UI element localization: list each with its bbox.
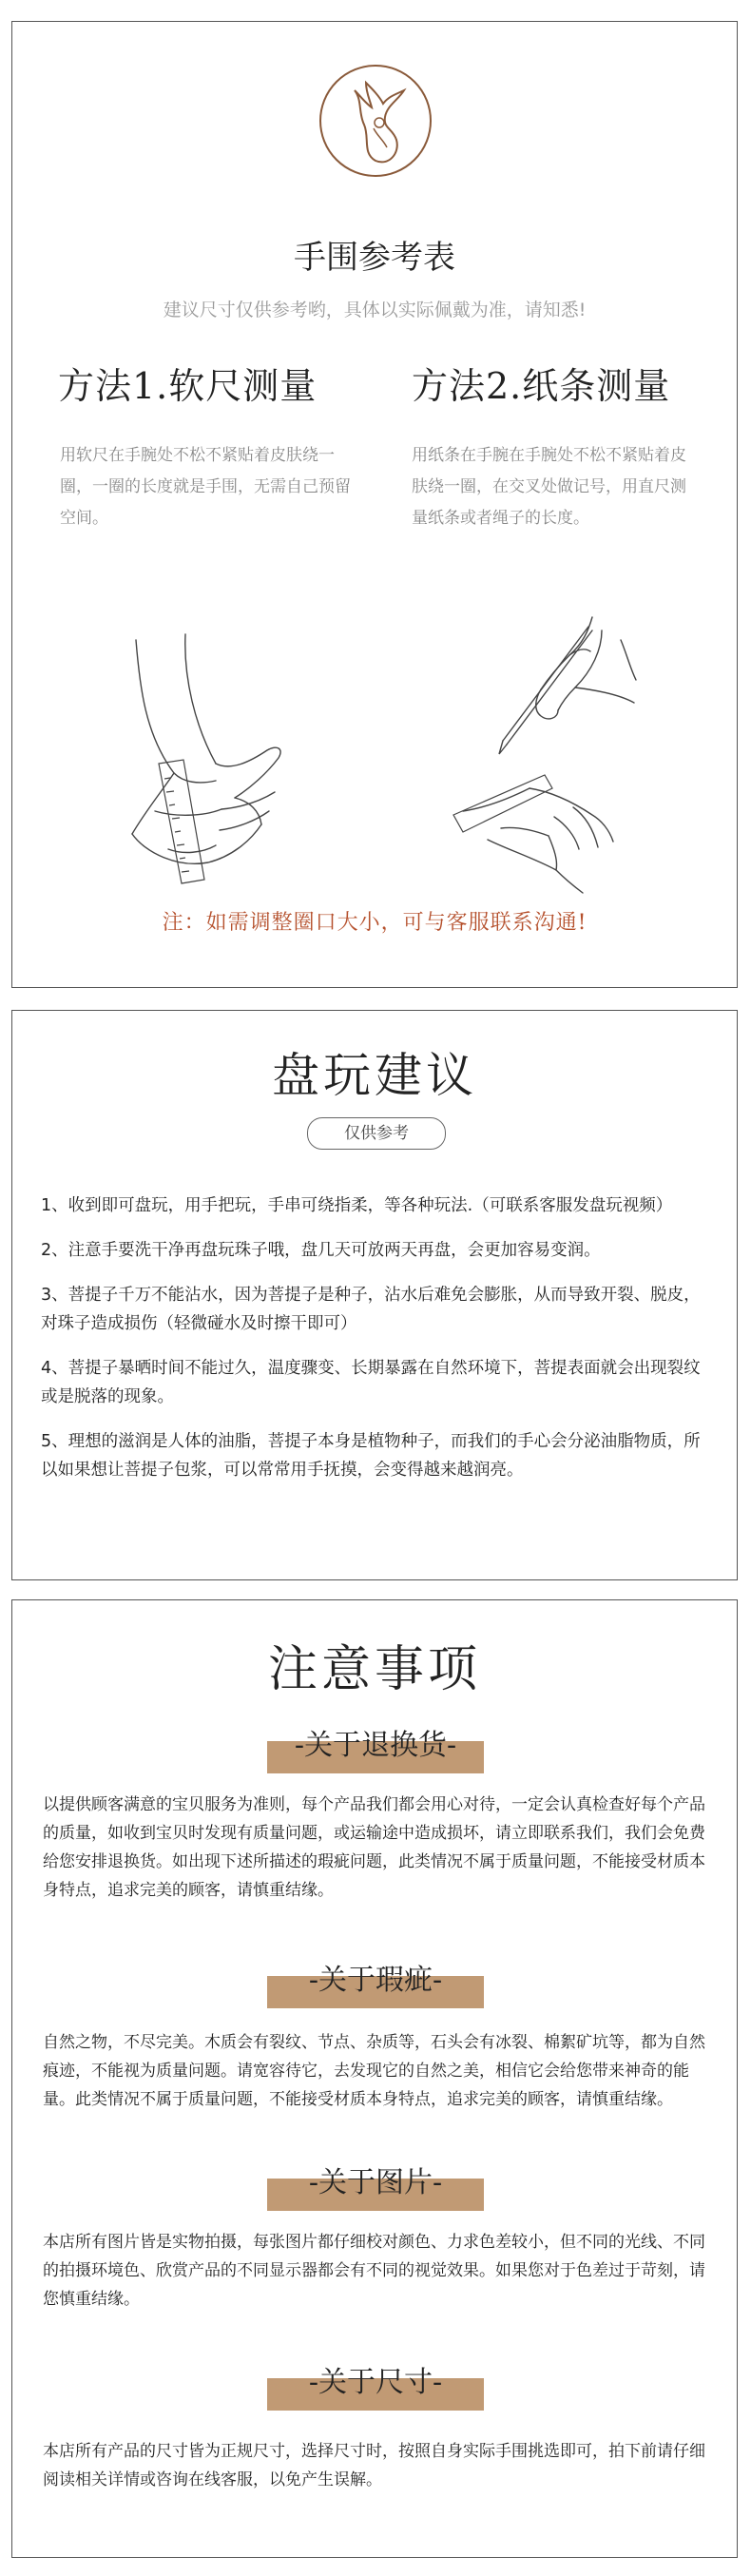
soft-ruler-hand-icon [117,630,298,887]
notices-title: 注意事项 [267,1641,481,1698]
method2-title: 方法2.纸条测量 [412,365,671,407]
method2-desc: 用纸条在手腕在手腕处不松不紧贴着皮肤绕一圈，在交叉处做记号，用直尺测量纸条或者绳子的长度。 [412,446,686,528]
section-text-photos: 本店所有图片皆是实物拍摄，每张图片都仔细校对颜色、力求色差较小，但不同的光线、不同的拍摄环境色、欣赏产品的不同显示器都会有不同的视觉效果。如果您对于色差过于苛刻，请您慎重结缘。 [43,2233,705,2309]
size-ref-subtitle: 建议尺寸仅供参考哟，具体以实际佩戴为准，请知悉! [163,300,587,320]
section-text-returns: 以提供顾客满意的宝贝服务为准则，每个产品我们都会用心对待，一定会认真检查好每个产品的质量，如收到宝贝时发现有质量问题，或运输途中造成损坏，请立即联系我们，我们会免费给您安排退换货。如出现下述所描述的瑕疵问题，此类情况不属于质量问题，不能接受材质本身特点，追求完美的顾客，请慎重结缘。 [43,1795,705,1900]
list-item: 1、收到即可盘玩，用手把玩，手串可绕指柔，等各种玩法.（可联系客服发盘玩视频） [41,1196,673,1215]
list-item: 3、菩提子千万不能沾水，因为菩提子是种子，沾水后难免会膨胀，从而导致开裂、脱皮，对珠子造成损伤（轻微碰水及时擦干即可） [41,1286,701,1333]
paper-strip-hand-icon [450,611,640,897]
notices-panel [11,1599,738,2558]
play-tips-list [41,1191,712,1501]
size-ref-title: 手围参考表 [294,239,455,277]
size-reference-panel [11,21,738,988]
list-item: 2、注意手要洗干净再盘玩珠子哦，盘几天可放两天再盘，会更加容易变润。 [41,1241,601,1260]
section-text-size: 本店所有产品的尺寸皆为正规尺寸，选择尺寸时，按照自身实际手围挑选即可，拍下前请仔细阅读相关详情或咨询在线客服，以免产生误解。 [43,2442,705,2489]
hand-logo-icon [317,62,434,180]
section-title-photos: -关于图片- [308,2166,443,2199]
adjust-size-note: 注：如需调整圈口大小，可与客服联系沟通! [162,911,587,935]
section-title-size: -关于尺寸- [308,2366,443,2399]
section-title-returns: -关于退换货- [294,1729,457,1762]
list-item: 5、理想的滋润是人体的油脂，菩提子本身是植物种子，而我们的手心会分泌油脂物质，所以如果想让菩提子包浆，可以常常用手抚摸，会变得越来越润亮。 [41,1432,701,1480]
list-item: 4、菩提子暴晒时间不能过久，温度骤变、长期暴露在自然环境下，菩提表面就会出现裂纹或是脱落的现象。 [41,1359,701,1406]
section-text-flaws: 自然之物，不尽完美。木质会有裂纹、节点、杂质等，石头会有冰裂、棉絮矿坑等，都为自然痕迹，不能视为质量问题。请宽容待它，去发现它的自然之美，相信它会给您带来神奇的能量。此类情况不属于质量问题，不能接受材质本身特点，追求完美的顾客，请慎重结缘。 [43,2033,705,2109]
method1-title: 方法1.软尺测量 [58,365,318,407]
play-tips-title: 盘玩建议 [272,1048,477,1103]
section-title-flaws: -关于瑕疵- [308,1964,443,1997]
reference-only-badge: 仅供参考 [307,1117,446,1150]
play-tips-panel [11,1010,738,1580]
method1-desc: 用软尺在手腕处不松不紧贴着皮肤绕一圈，一圈的长度就是手围，无需自己预留空间。 [60,446,351,528]
